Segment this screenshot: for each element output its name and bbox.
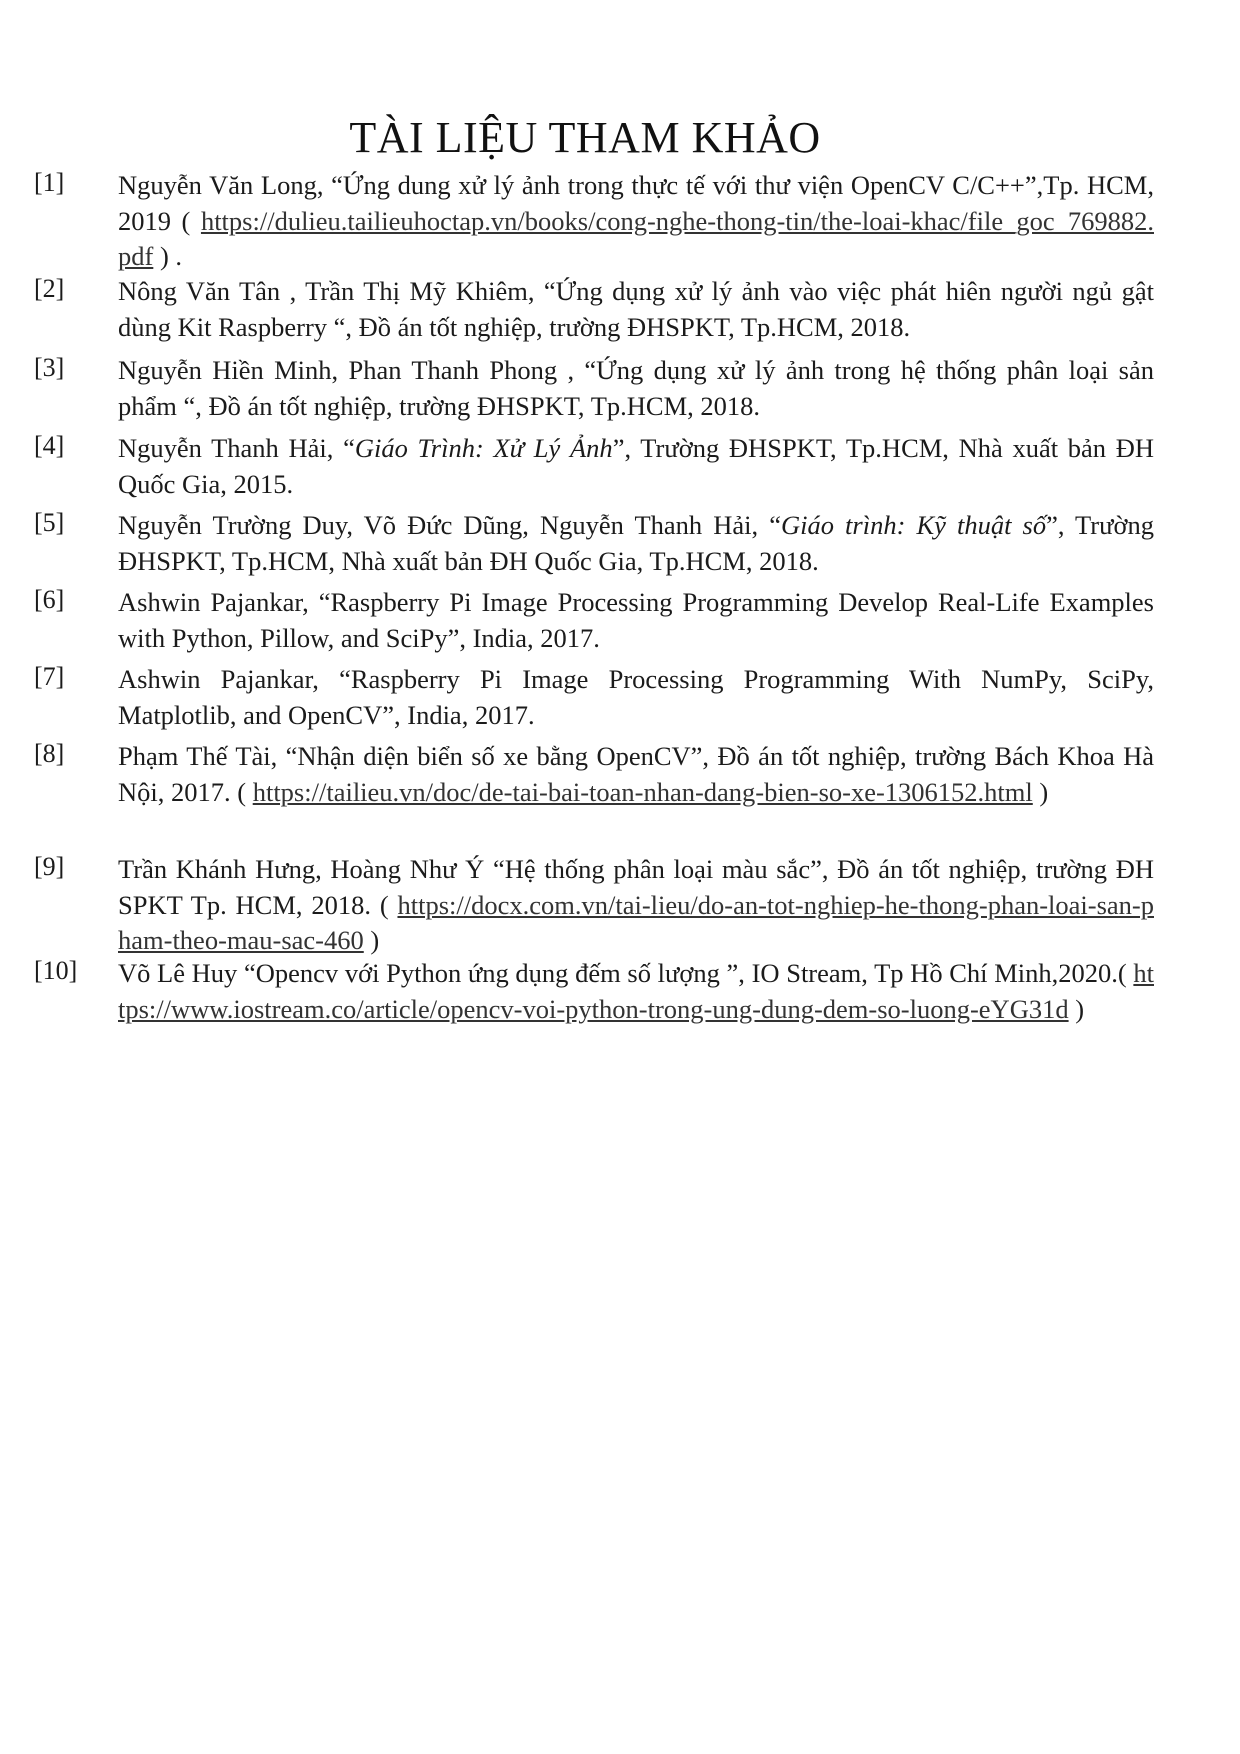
reference-text: Nguyễn Văn Long, “Ứng dung xử lý ảnh trong thực tế với thư viện OpenCV C/C++”,Tp. HCM, 2019 ( https://dulieu.tailieuhoctap.vn/books/cong-nghe-thong-tin/the-loai-khac/file_goc_769882.pdf ) . [118,170,1154,271]
reference-number: [1] [34,168,65,197]
reference-text: Võ Lê Huy “Opencv với Python ứng dụng đếm số lượng ”, IO Stream, Tp Hồ Chí Minh,2020.( https://www.iostream.co/article/opencv-voi-python-trong-ung-dung-dem-so-luong-eYG31d ) [118,958,1154,1024]
reference-number: [8] [34,739,65,768]
reference-link[interactable]: https://tailieu.vn/doc/de-tai-bai-toan-nhan-dang-bien-so-xe-1306152.html [252,776,1033,807]
reference-text: Ashwin Pajankar, “Raspberry Pi Image Processing Programming Develop Real-Life Examples with Python, Pillow, and SciPy”, India, 2017. [118,587,1154,653]
reference-text: Nguyễn Trường Duy, Võ Đức Dũng, Nguyễn Thanh Hải, “Giáo trình: Kỹ thuật số”, Trường ĐHSPKT, Tp.HCM, Nhà xuất bản ĐH Quốc Gia, Tp.HCM, 2018. [118,510,1155,576]
book-title: Giáo trình: Kỹ thuật số [780,510,1047,540]
reference-text: Nông Văn Tân , Trần Thị Mỹ Khiêm, “Ứng dụng xử lý ảnh vào việc phát hiên người ngủ gật dùng Kit Raspberry “, Đồ án tốt nghiệp, trường ĐHSPKT, Tp.HCM, 2018. [118,276,1154,342]
reference-text: Phạm Thế Tài, “Nhận diện biển số xe bằng OpenCV”, Đồ án tốt nghiệp, trường Bách Khoa Hà Nội, 2017. ( https://tailieu.vn/doc/de-tai-bai-toan-nhan-dang-bien-so-xe-1306152.html ) [118,741,1154,807]
reference-number: [9] [34,852,65,881]
reference-text: Ashwin Pajankar, “Raspberry Pi Image Processing Programming With NumPy, SciPy, Matplotlib, and OpenCV”, India, 2017. [118,664,1154,730]
reference-link[interactable]: https://dulieu.tailieuhoctap.vn/books/cong-nghe-thong-tin/the-loai-khac/file_goc_769882.pdf [118,205,1154,271]
reference-number: [5] [34,508,65,537]
reference-number: [7] [34,662,65,691]
reference-link[interactable]: https://www.iostream.co/article/opencv-voi-python-trong-ung-dung-dem-so-luong-eYG31d [118,958,1154,1024]
reference-text: Nguyễn Hiền Minh, Phan Thanh Phong , “Ứng dụng xử lý ảnh trong hệ thống phân loại sản phẩm “, Đồ án tốt nghiệp, trường ĐHSPKT, Tp.HCM, 2018. [118,355,1154,421]
page-title: TÀI LIỆU THAM KHẢO [349,113,821,162]
book-title: Giáo Trình: Xử Lý Ảnh [354,433,613,463]
reference-link[interactable]: https://docx.com.vn/tai-lieu/do-an-tot-nghiep-he-thong-phan-loai-san-pham-theo-mau-sac-460 [118,889,1154,955]
reference-number: [10] [34,956,78,985]
reference-text: Nguyễn Thanh Hải, “Giáo Trình: Xử Lý Ảnh”, Trường ĐHSPKT, Tp.HCM, Nhà xuất bản ĐH Quốc Gia, 2015. [118,433,1154,499]
reference-text: Trần Khánh Hưng, Hoàng Như Ý “Hệ thống phân loại màu sắc”, Đồ án tốt nghiệp, trường ĐH SPKT Tp. HCM, 2018. ( https://docx.com.vn/tai-lieu/do-an-tot-nghiep-he-thong-phan-loai-san-pham-theo-mau-sac-460 ) [118,854,1154,955]
reference-number: [4] [34,431,65,460]
reference-number: [6] [34,585,65,614]
reference-number: [2] [34,274,65,303]
reference-number: [3] [34,353,65,382]
